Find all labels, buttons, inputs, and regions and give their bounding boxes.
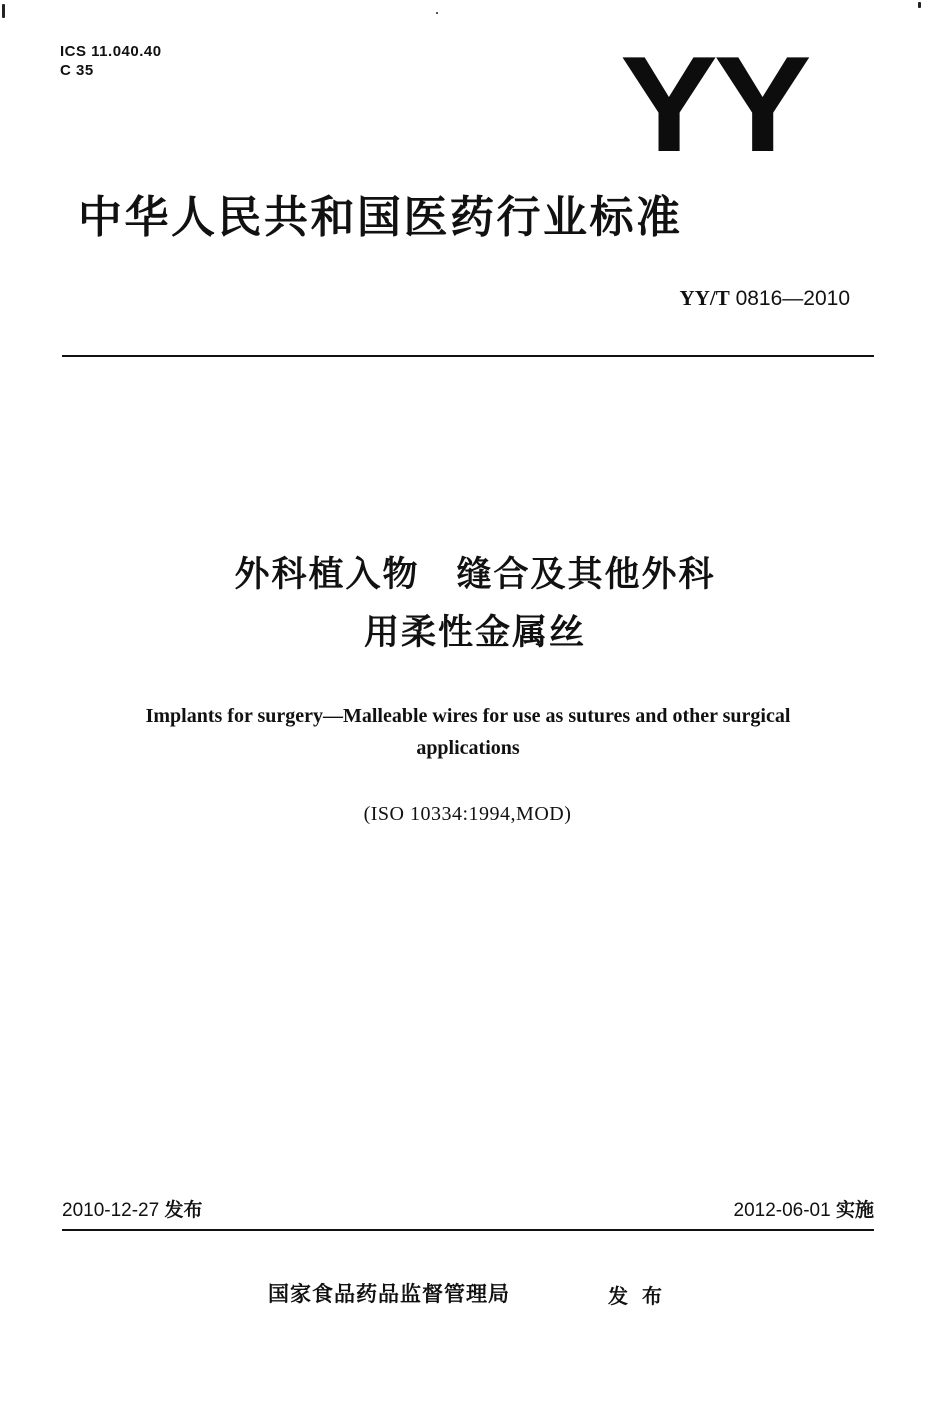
issue-date: 2010-12-27 [62, 1200, 160, 1221]
title-cn-line1: 外科植入物 缝合及其他外科 [234, 555, 716, 595]
implementation-date: 2012-06-01 [733, 1200, 831, 1221]
standard-logo: YY [620, 28, 808, 180]
standard-number-value: 0816—2010 [735, 287, 850, 310]
standard-category-title: 中华人民共和国医药行业标准 [78, 192, 683, 243]
issuer-publish-label: 发布 [608, 1284, 676, 1308]
scan-speck [436, 12, 438, 14]
title-cn-line2: 用柔性金属丝 [363, 613, 586, 653]
ccs-code: C 35 [60, 62, 94, 79]
document-title-cn [0, 550, 950, 658]
bottom-divider [62, 1229, 874, 1231]
issuing-authority: 国家食品药品监督管理局 [268, 1282, 510, 1306]
top-divider [62, 355, 874, 357]
standard-number [680, 284, 850, 313]
issue-date-block [62, 1196, 203, 1225]
adoption-reference: (ISO 10334:1994,MOD) [363, 803, 572, 825]
classification-block [60, 42, 162, 80]
scan-speck [2, 4, 5, 18]
implementation-label: 实施 [835, 1199, 874, 1221]
scan-speck [918, 2, 921, 8]
document-title-en: Implants for surgery—Malleable wires for use as sutures and other surgical applications [145, 705, 791, 759]
standard-number-prefix: YY/T [679, 286, 730, 310]
ics-code: ICS 11.040.40 [60, 43, 162, 60]
issue-label: 发布 [164, 1199, 203, 1221]
implementation-date-block [734, 1196, 875, 1225]
